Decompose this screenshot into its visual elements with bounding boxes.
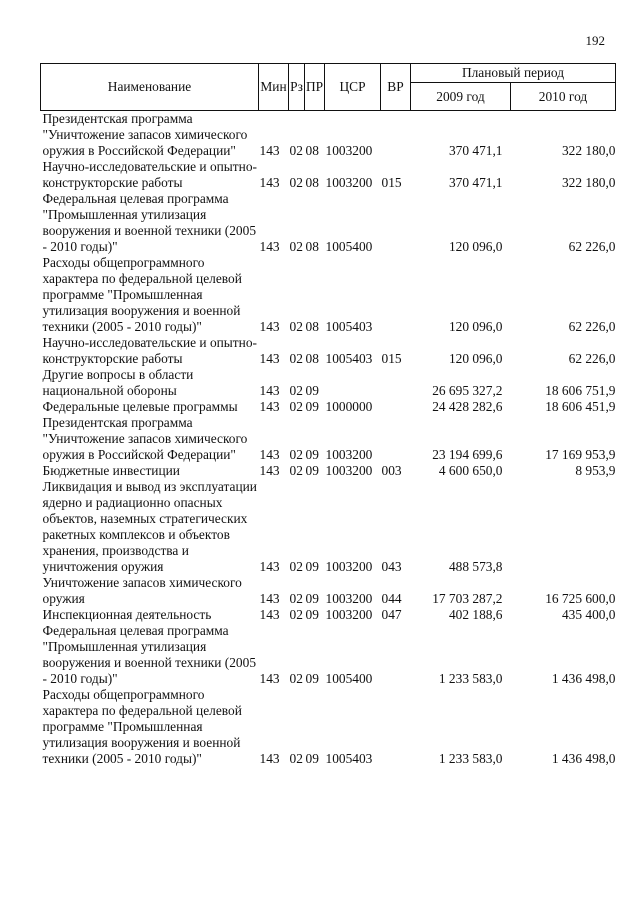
row-min: 143 <box>259 751 280 766</box>
row-2010: 435 400,0 <box>561 607 616 622</box>
table-header <box>41 64 616 111</box>
row-rz: 02 <box>289 463 303 478</box>
row-vr: 044 <box>381 591 402 606</box>
row-pr: 09 <box>305 399 319 414</box>
row-name: Бюджетные инвестиции <box>42 463 180 478</box>
row-pr: 08 <box>305 351 319 366</box>
row-rz: 02 <box>289 175 303 190</box>
table-row <box>41 463 616 479</box>
row-rz: 02 <box>289 559 303 574</box>
row-2010: 17 169 953,9 <box>545 447 616 462</box>
row-2010: 62 226,0 <box>568 319 616 334</box>
row-2009: 370 471,1 <box>448 143 503 158</box>
row-vr: 047 <box>381 607 402 622</box>
table-row <box>41 367 616 399</box>
table-body <box>41 111 616 768</box>
table-row <box>41 607 616 623</box>
row-2010: 62 226,0 <box>568 239 616 254</box>
row-pr: 09 <box>305 671 319 686</box>
row-min: 143 <box>259 399 280 414</box>
table-row <box>41 399 616 415</box>
row-min: 143 <box>259 383 280 398</box>
row-name: Научно-исследовательские и опытно-конструкторские работы <box>42 159 257 190</box>
row-2010: 322 180,0 <box>561 143 616 158</box>
row-pr: 08 <box>305 143 319 158</box>
header-csr: ЦСР <box>325 64 381 111</box>
row-pr: 09 <box>305 591 319 606</box>
row-name: Федеральная целевая программа "Промышленная утилизация вооружения и военной техники (2005 - 2010 годы)" <box>42 191 257 254</box>
row-pr: 09 <box>305 607 319 622</box>
row-rz: 02 <box>289 143 303 158</box>
row-min: 143 <box>259 447 280 462</box>
row-csr: 1005403 <box>325 351 373 366</box>
row-2010: 18 606 751,9 <box>545 383 616 398</box>
row-name: Президентская программа "Уничтожение запасов химического оружия в Российской Федерации" <box>42 111 248 158</box>
row-2010: 8 953,9 <box>575 463 616 478</box>
header-min: Мин <box>259 64 289 111</box>
row-vr <box>381 191 411 255</box>
row-vr <box>381 623 411 687</box>
row-2009: 120 096,0 <box>448 239 503 254</box>
row-csr: 1003200 <box>325 463 373 478</box>
row-name: Другие вопросы в области национальной обороны <box>42 367 194 398</box>
row-pr: 09 <box>305 383 319 398</box>
row-vr <box>381 687 411 767</box>
row-csr: 1000000 <box>325 399 373 414</box>
row-name: Федеральные целевые программы <box>42 399 238 414</box>
row-2009: 120 096,0 <box>448 351 503 366</box>
row-min: 143 <box>259 559 280 574</box>
row-2009: 23 194 699,6 <box>432 447 503 462</box>
row-name: Федеральная целевая программа "Промышленная утилизация вооружения и военной техники (2005 - 2010 годы)" <box>42 623 257 686</box>
row-2009: 370 471,1 <box>448 175 503 190</box>
row-pr: 08 <box>305 175 319 190</box>
row-csr: 1003200 <box>325 607 373 622</box>
table-row <box>41 479 616 575</box>
row-pr: 09 <box>305 447 319 462</box>
row-rz: 02 <box>289 607 303 622</box>
row-min: 143 <box>259 239 280 254</box>
table-row <box>41 623 616 687</box>
table-row <box>41 687 616 767</box>
row-2010: 1 436 498,0 <box>551 751 616 766</box>
header-year-2010: 2010 год <box>511 83 616 111</box>
row-rz: 02 <box>289 399 303 414</box>
row-vr: 015 <box>381 175 402 190</box>
row-rz: 02 <box>289 751 303 766</box>
row-name: Расходы общепрограммного характера по федеральной целевой программе "Промышленная утилизация вооружения и военной техники (2005 - 2010 годы)" <box>42 255 242 334</box>
row-2009: 1 233 583,0 <box>438 751 503 766</box>
row-rz: 02 <box>289 591 303 606</box>
row-csr: 1005403 <box>325 319 373 334</box>
row-rz: 02 <box>289 447 303 462</box>
row-vr <box>381 367 411 399</box>
row-csr: 1005400 <box>325 239 373 254</box>
row-min: 143 <box>259 463 280 478</box>
row-name: Инспекционная деятельность <box>42 607 212 622</box>
row-csr: 1005403 <box>325 751 373 766</box>
row-2010: 16 725 600,0 <box>545 591 616 606</box>
row-min: 143 <box>259 143 280 158</box>
row-2009: 120 096,0 <box>448 319 503 334</box>
table-row <box>41 111 616 160</box>
table-row <box>41 415 616 463</box>
row-csr: 1003200 <box>325 591 373 606</box>
row-vr: 043 <box>381 559 402 574</box>
row-2010: 18 606 451,9 <box>545 399 616 414</box>
row-rz: 02 <box>289 671 303 686</box>
row-pr: 09 <box>305 559 319 574</box>
row-vr <box>381 111 411 160</box>
row-2009: 26 695 327,2 <box>432 383 503 398</box>
row-csr <box>325 367 381 399</box>
table-row <box>41 159 616 191</box>
row-name: Президентская программа "Уничтожение запасов химического оружия в Российской Федерации" <box>42 415 248 462</box>
row-2010: 1 436 498,0 <box>551 671 616 686</box>
row-2009: 17 703 287,2 <box>432 591 503 606</box>
row-rz: 02 <box>289 319 303 334</box>
row-2009: 488 573,8 <box>448 559 503 574</box>
row-pr: 09 <box>305 463 319 478</box>
header-rz: Рз <box>289 64 305 111</box>
budget-table <box>40 63 616 767</box>
row-csr: 1003200 <box>325 143 373 158</box>
table-row <box>41 255 616 335</box>
page-number: 192 <box>585 33 605 48</box>
row-pr: 08 <box>305 319 319 334</box>
row-min: 143 <box>259 175 280 190</box>
header-planned-period: Плановый период <box>411 64 616 83</box>
header-name: Наименование <box>41 64 259 111</box>
row-vr <box>381 399 411 415</box>
row-2010 <box>511 479 616 575</box>
row-2009: 1 233 583,0 <box>438 671 503 686</box>
row-min: 143 <box>259 319 280 334</box>
row-pr: 09 <box>305 751 319 766</box>
header-year-2009: 2009 год <box>411 83 511 111</box>
row-csr: 1003200 <box>325 559 373 574</box>
row-2010: 322 180,0 <box>561 175 616 190</box>
header-pr: ПР <box>305 64 325 111</box>
row-pr: 08 <box>305 239 319 254</box>
row-name: Научно-исследовательские и опытно-конструкторские работы <box>42 335 257 366</box>
table-row <box>41 335 616 367</box>
row-csr: 1003200 <box>325 175 373 190</box>
row-min: 143 <box>259 607 280 622</box>
row-min: 143 <box>259 591 280 606</box>
row-2009: 24 428 282,6 <box>432 399 503 414</box>
row-rz: 02 <box>289 239 303 254</box>
header-vr: ВР <box>381 64 411 111</box>
row-vr: 015 <box>381 351 402 366</box>
row-rz: 02 <box>289 351 303 366</box>
row-csr: 1005400 <box>325 671 373 686</box>
row-name: Расходы общепрограммного характера по федеральной целевой программе "Промышленная утилизация вооружения и военной техники (2005 - 2010 годы)" <box>42 687 242 766</box>
row-vr <box>381 255 411 335</box>
row-min: 143 <box>259 351 280 366</box>
row-2009: 402 188,6 <box>448 607 503 622</box>
row-rz: 02 <box>289 383 303 398</box>
row-min: 143 <box>259 671 280 686</box>
row-2009: 4 600 650,0 <box>438 463 503 478</box>
row-vr <box>381 415 411 463</box>
row-vr: 003 <box>381 463 402 478</box>
row-csr: 1003200 <box>325 447 373 462</box>
table-row <box>41 575 616 607</box>
table-row <box>41 191 616 255</box>
row-name: Ликвидация и вывод из эксплуатации ядерно и радиационно опасных объектов, наземных стратегических ракетных комплексов и объектов хранения, производства и уничтожения оружия <box>42 479 257 574</box>
row-2010: 62 226,0 <box>568 351 616 366</box>
row-name: Уничтожение запасов химического оружия <box>42 575 242 606</box>
